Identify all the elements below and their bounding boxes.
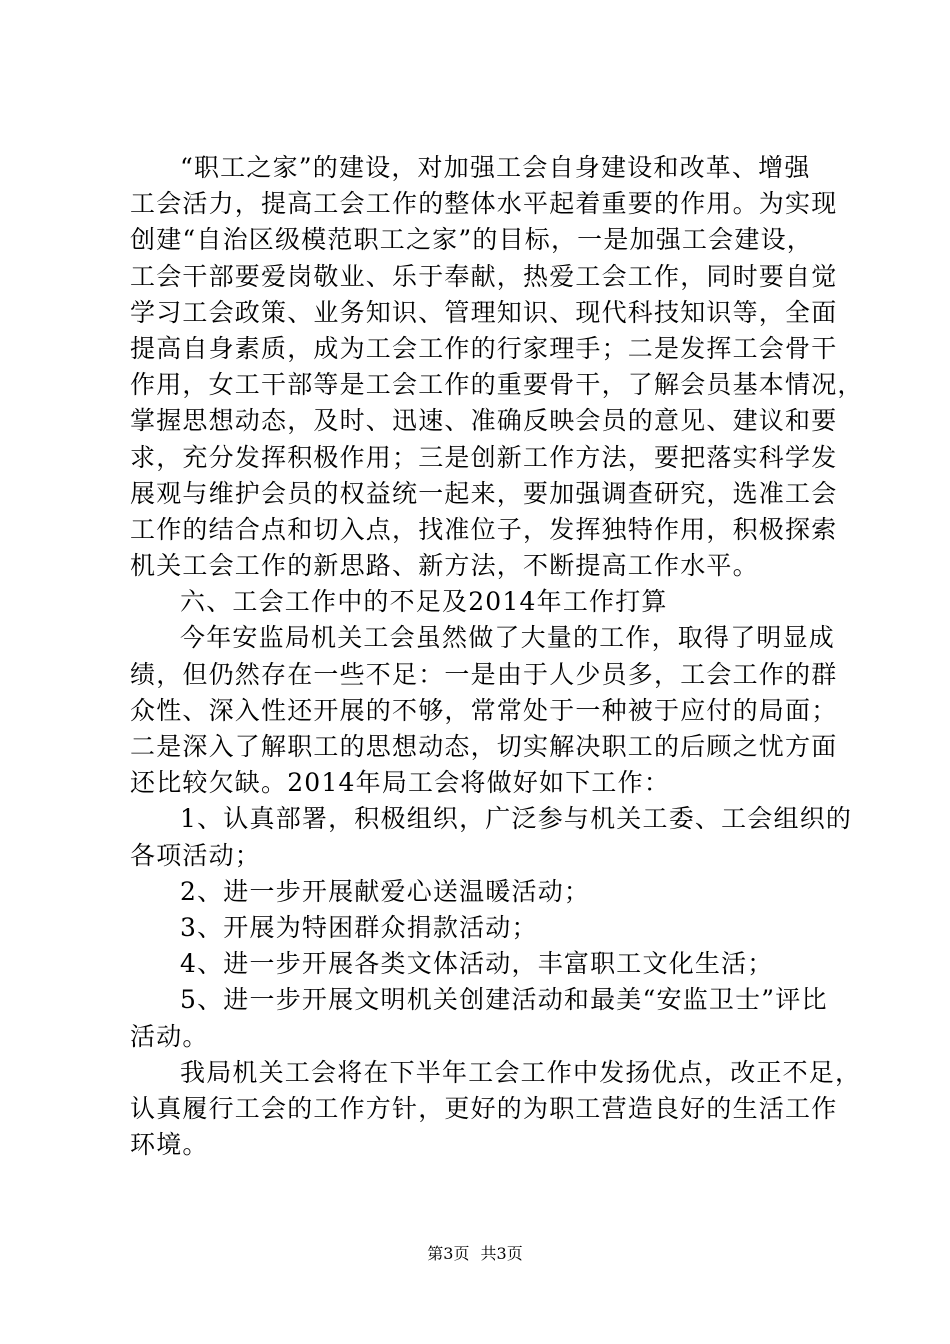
text-line: 绩，但仍然存在一些不足：一是由于人少员多，工会工作的群 <box>130 659 838 689</box>
text-line: 2、进一步开展献爱心送温暖活动； <box>180 876 591 906</box>
page-total: 共3页 <box>480 1244 523 1263</box>
text-line: 今年安监局机关工会虽然做了大量的工作，取得了明显成 <box>180 623 836 653</box>
text-line: 展观与维护会员的权益统一起来，要加强调查研究，选准工会 <box>130 478 838 508</box>
document-body <box>130 150 864 1163</box>
text-line: 学习工会政策、业务知识、管理知识、现代科技知识等，全面 <box>130 297 838 327</box>
text-line: 工会活力，提高工会工作的整体水平起着重要的作用。为实现 <box>130 189 838 219</box>
text-line: 创建“自治区级模范职工之家”的目标，一是加强工会建设， <box>130 225 813 255</box>
text-line: 工会干部要爱岗敬业、乐于奉献，热爱工会工作，同时要自觉 <box>130 261 838 291</box>
text-line: 求，充分发挥积极作用；三是创新工作方法，要把落实科学发 <box>130 442 838 472</box>
text-line: 作用，女工干部等是工会工作的重要骨干，了解会员基本情况， <box>130 370 864 400</box>
text-line: 1、认真部署，积极组织，广泛参与机关工委、工会组织的 <box>180 804 853 834</box>
text-line: 认真履行工会的工作方针，更好的为职工营造良好的生活工作 <box>130 1093 838 1123</box>
text-line: 5、进一步开展文明机关创建活动和最美“安监卫士”评比 <box>180 985 828 1015</box>
text-line: 4、进一步开展各类文体活动，丰富职工文化生活； <box>180 949 774 979</box>
text-line: 掌握思想动态，及时、迅速、准确反映会员的意见、建议和要 <box>130 406 838 436</box>
page-footer <box>0 1244 950 1264</box>
text-line: 还比较欠缺。2014年局工会将做好如下工作： <box>130 768 671 798</box>
text-line: 活动。 <box>130 1021 209 1051</box>
text-line: 六、工会工作中的不足及2014年工作打算 <box>180 587 668 617</box>
text-line: “职工之家”的建设，对加强工会自身建设和改革、增强 <box>180 153 811 182</box>
text-line: 提高自身素质，成为工会工作的行家理手；二是发挥工会骨干 <box>130 333 838 363</box>
text-line: 3、开展为特困群众捐款活动； <box>180 912 538 942</box>
text-line: 我局机关工会将在下半年工会工作中发扬优点，改正不足， <box>180 1057 862 1087</box>
text-line: 工作的结合点和切入点，找准位子，发挥独特作用，积极探索 <box>130 514 838 544</box>
text-line: 机关工会工作的新思路、新方法，不断提高工作水平。 <box>130 551 759 581</box>
text-line: 各项活动； <box>130 840 262 870</box>
text-line: 二是深入了解职工的思想动态，切实解决职工的后顾之忧方面 <box>130 732 838 761</box>
text-line: 环境。 <box>130 1130 209 1160</box>
page-number: 第3页 <box>427 1244 470 1263</box>
text-line: 众性、深入性还开展的不够，常常处于一种被于应付的局面； <box>130 695 838 725</box>
